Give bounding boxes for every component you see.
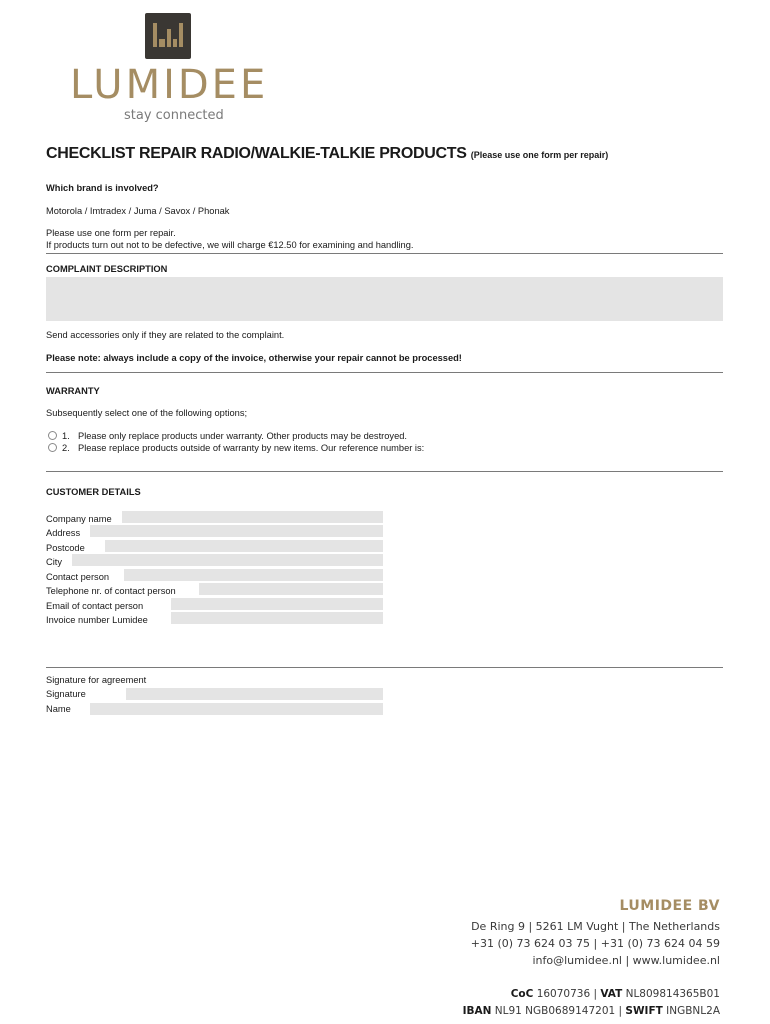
field-label-city: City (46, 557, 63, 567)
complaint-description-field[interactable] (46, 277, 723, 321)
postcode-input[interactable] (105, 540, 383, 552)
vat-value: NL809814365B01 (625, 988, 720, 1000)
field-label-company-name: Company name (46, 514, 112, 524)
title-main: CHECKLIST REPAIR RADIO/WALKIE-TALKIE PRODUCTS (46, 145, 467, 162)
field-label-telephone: Telephone nr. of contact person (46, 586, 176, 596)
divider (46, 253, 723, 254)
warranty-option-2-number: 2. (62, 443, 70, 453)
accessories-note: Send accessories only if they are related to the complaint. (46, 330, 285, 340)
name-input[interactable] (90, 703, 383, 715)
warranty-intro: Subsequently select one of the following options; (46, 408, 248, 418)
customer-heading: CUSTOMER DETAILS (46, 487, 141, 497)
footer-banking: IBAN NL91 NGB0689147201 | SWIFT INGBNL2A (462, 1005, 720, 1017)
company-name-input[interactable] (122, 511, 383, 523)
telephone-input[interactable] (199, 583, 383, 595)
footer-company: LUMIDEE BV (619, 898, 720, 914)
swift-value: INGBNL2A (666, 1005, 720, 1017)
invoice-number-input[interactable] (171, 612, 383, 624)
complaint-heading: COMPLAINT DESCRIPTION (46, 264, 168, 274)
footer-address: De Ring 9 | 5261 LM Vught | The Netherlands (471, 920, 720, 933)
warranty-option-1-number: 1. (62, 431, 70, 441)
brand-options: Motorola / Imtradex / Juma / Savox / Phonak (46, 206, 230, 216)
field-label-email: Email of contact person (46, 601, 144, 611)
brand-instruction-1: Please use one form per repair. (46, 228, 176, 238)
contact-person-input[interactable] (124, 569, 383, 581)
footer-registration: CoC 16070736 | VAT NL809814365B01 (510, 988, 720, 1000)
footer-phones: +31 (0) 73 624 03 75 | +31 (0) 73 624 04 59 (470, 937, 720, 950)
email-input[interactable] (171, 598, 383, 610)
page-title (46, 145, 608, 163)
field-label-address: Address (46, 528, 81, 538)
iban-label: IBAN (462, 1005, 492, 1017)
field-label-signature: Signature (46, 689, 86, 699)
field-label-invoice-number: Invoice number Lumidee (46, 615, 148, 625)
divider (46, 372, 723, 373)
footer-web: info@lumidee.nl | www.lumidee.nl (532, 954, 720, 967)
swift-label: SWIFT (625, 1005, 663, 1017)
address-input[interactable] (90, 525, 383, 537)
warranty-option-2-text: Please replace products outside of warranty by new items. Our reference number is: (78, 443, 425, 453)
coc-label: CoC (510, 988, 534, 1000)
signature-input[interactable] (126, 688, 383, 700)
warranty-heading: WARRANTY (46, 386, 100, 396)
logo-mark (145, 13, 191, 59)
coc-value: 16070736 (536, 988, 591, 1000)
divider (46, 471, 723, 472)
logo-tagline: stay connected (124, 108, 224, 123)
field-label-postcode: Postcode (46, 543, 85, 553)
logo-bars-icon (145, 13, 191, 59)
warranty-option-2-radio[interactable] (48, 443, 57, 452)
brand-instruction-2: If products turn out not to be defective, we will charge €12.50 for examining and handling. (46, 240, 414, 250)
warranty-option-1-radio[interactable] (48, 431, 57, 440)
vat-label: VAT (600, 988, 623, 1000)
title-note: (Please use one form per repair) (470, 150, 609, 160)
divider (46, 667, 723, 668)
logo-wordmark: LUMIDEE (70, 62, 269, 108)
warranty-option-1-text: Please only replace products under warranty. Other products may be destroyed. (78, 431, 408, 441)
brand-question: Which brand is involved? (46, 183, 159, 193)
iban-value: NL91 NGB0689147201 (494, 1005, 616, 1017)
invoice-note: Please note: always include a copy of the invoice, otherwise your repair cannot be processed! (46, 353, 462, 363)
field-label-contact-person: Contact person (46, 572, 110, 582)
signature-heading: Signature for agreement (46, 675, 147, 685)
city-input[interactable] (72, 554, 383, 566)
field-label-name: Name (46, 704, 71, 714)
